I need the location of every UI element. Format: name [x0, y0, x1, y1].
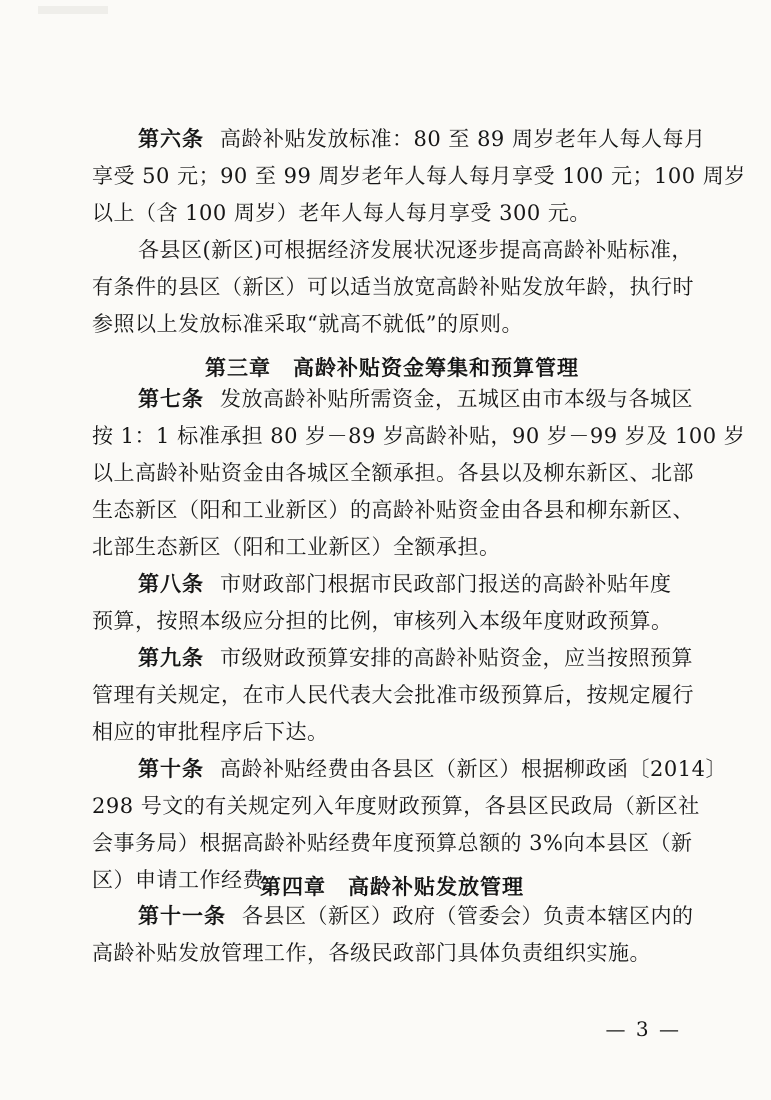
article-text-line: 区）申请工作经费。: [92, 868, 286, 892]
article-text-line: 市级财政预算安排的高龄补贴资金，应当按照预算: [220, 646, 693, 670]
article-text-line: 高龄补贴发放管理工作，各级民政部门具体负责组织实施。: [92, 941, 651, 965]
article-text-line: 会事务局）根据高龄补贴经费年度预算总额的 3%向本县区（新: [92, 831, 693, 855]
article-11: [92, 898, 692, 972]
article-text-line: 生态新区（阳和工业新区）的高龄补贴资金由各县和柳东新区、: [92, 498, 694, 522]
article-text-line: 高龄补贴发放标准：80 至 89 周岁老年人每人每月: [220, 127, 706, 151]
article-7: [92, 381, 746, 566]
article-text-line: 按 1：1 标准承担 80 岁－89 岁高龄补贴，90 岁－99 岁及 100 岁: [92, 424, 746, 448]
chapter-heading: 第四章 高龄补贴发放管理: [260, 875, 524, 899]
article-8: [92, 566, 692, 640]
article-6: [92, 121, 746, 232]
article-number: 第十一条: [138, 904, 226, 928]
article-text-line: 以上（含 100 周岁）老年人每人每月享受 300 元。: [92, 201, 591, 225]
page-number: — 3 —: [605, 1017, 681, 1041]
article-text-line: 以上高龄补贴资金由各城区全额承担。各县以及柳东新区、北部: [92, 461, 694, 485]
paragraph-text-line: 各县区(新区)可根据经济发展状况逐步提高高龄补贴标准，: [138, 238, 693, 262]
article-text-line: 相应的审批程序后下达。: [92, 720, 329, 744]
article-number: 第八条: [138, 572, 204, 596]
article-text-line: 298 号文的有关规定列入年度财政预算，各县区民政局（新区社: [92, 794, 700, 818]
paragraph-standard-adjustment: [92, 232, 692, 343]
article-text-line: 高龄补贴经费由各县区（新区）根据柳政函〔2014〕: [220, 757, 727, 781]
article-text-line: 各县区（新区）政府（管委会）负责本辖区内的: [242, 904, 694, 928]
article-text-line: 管理有关规定，在市人民代表大会批准市级预算后，按规定履行: [92, 683, 694, 707]
article-text-line: 市财政部门根据市民政部门报送的高龄补贴年度: [220, 572, 672, 596]
paragraph-text-line: 有条件的县区（新区）可以适当放宽高龄补贴发放年龄，执行时: [92, 275, 694, 299]
article-number: 第七条: [138, 387, 204, 411]
article-text-line: 北部生态新区（阳和工业新区）全额承担。: [92, 535, 501, 559]
paragraph-text-line: 参照以上发放标准采取“就高不就低”的原则。: [92, 312, 523, 336]
article-9: [92, 640, 692, 751]
article-text-line: 享受 50 元；90 至 99 周岁老年人每人每月享受 100 元；100 周岁: [92, 164, 746, 188]
article-number: 第六条: [138, 127, 204, 151]
article-text-line: 预算，按照本级应分担的比例，审核列入本级年度财政预算。: [92, 609, 673, 633]
article-number: 第十条: [138, 757, 204, 781]
article-text-line: 发放高龄补贴所需资金，五城区由市本级与各城区: [220, 387, 693, 411]
scan-artifact: [38, 6, 108, 14]
article-number: 第九条: [138, 646, 204, 670]
chapter-heading: 第三章 高龄补贴资金筹集和预算管理: [205, 356, 579, 380]
